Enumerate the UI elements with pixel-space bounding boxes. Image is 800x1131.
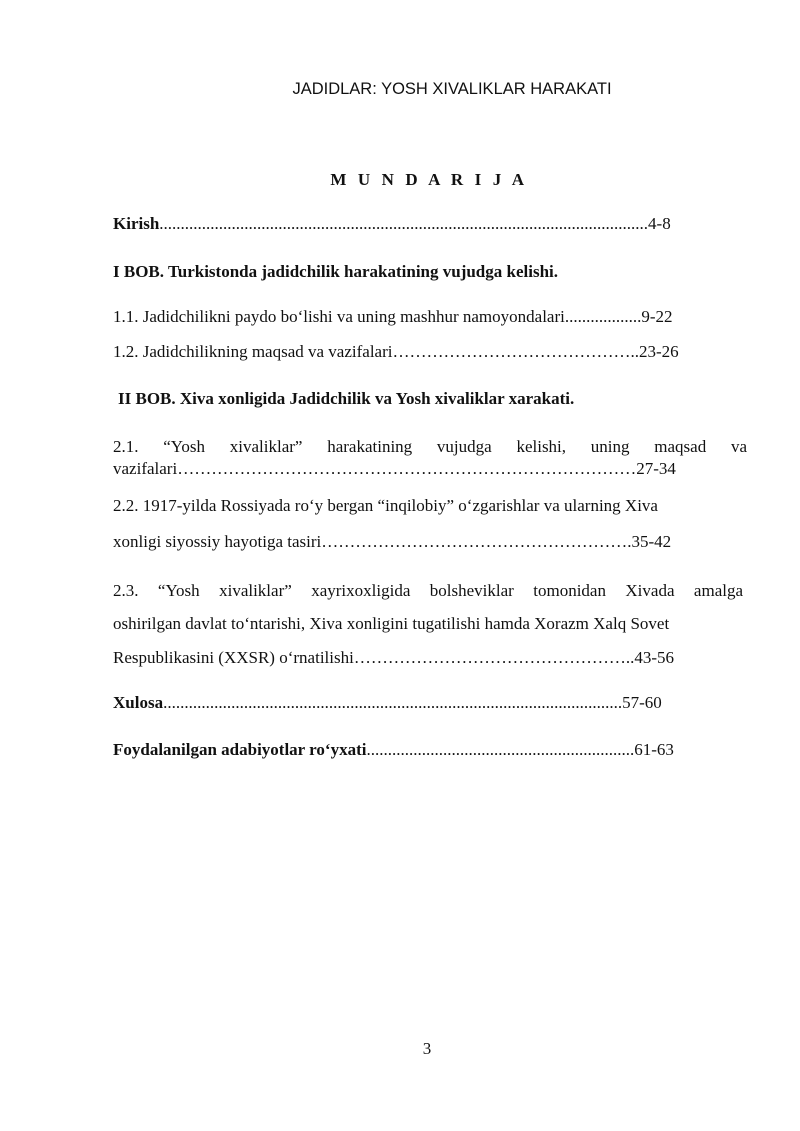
toc-page-range: 43-56 [634,648,674,667]
toc-entry-text: 1.1. Jadidchilikni paydo bo‘lishi va uning mashhur namoyondalari [113,307,565,326]
toc-leader: ………………………………………………. [321,532,632,551]
toc-entry-label: Kirish [113,214,160,233]
page-number: 3 [422,1039,432,1058]
toc-leader: ................................................................................................................... [159,214,649,233]
toc-entry-text: xonligi siyossiy hayotiga tasiri [113,532,322,551]
toc-entry-1-1 [113,307,673,327]
toc-heading: M U N D A R I J A [330,170,528,189]
toc-word: Xivada [625,581,675,600]
toc-leader: ............................................................... [366,740,635,759]
toc-word: harakatining [327,437,413,456]
toc-word: tomonidan [533,581,606,600]
chapter-2-heading: II BOB. Xiva xonligida Jadidchilik va Yosh xivaliklar xarakati. [118,389,575,408]
toc-word: kelishi, [516,437,567,456]
toc-word: xivaliklar” [219,581,292,600]
toc-entry-label: Foydalanilgan adabiyotlar ro‘yxati [113,740,367,759]
toc-page-range: 57-60 [622,693,662,712]
toc-entry-text: 1.2. Jadidchilikning maqsad va vazifalari [113,342,393,361]
toc-word: maqsad [654,437,707,456]
toc-page-range: 9-22 [641,307,673,326]
toc-entry-2-1-line-2 [113,459,676,479]
toc-entry-2-2-line-1: 2.2. 1917-yilda Rossiyada ro‘y bergan “inqilobiy” o‘zgarishlar va ularning Xiva [113,496,658,515]
toc-entry-2-1-line-1 [113,437,747,457]
toc-word: bolsheviklar [429,581,514,600]
toc-word: 2.3. [113,581,139,600]
toc-word: vujudga [436,437,492,456]
toc-entry-intro [113,214,671,234]
toc-entry-2-2-line-2 [113,532,671,552]
toc-entry-text: Respublikasini (XXSR) o‘rnatilishi [113,648,354,667]
toc-page-range: 23-26 [638,342,679,361]
toc-word: va [730,437,748,456]
toc-page-range: 61-63 [634,740,674,759]
toc-leader: ............................................................................................................ [163,693,623,712]
chapter-1-heading: I BOB. Turkistonda jadidchilik harakatining vujudga kelishi. [113,262,559,281]
toc-entry-references [113,740,674,760]
toc-leader: .................. [564,307,642,326]
document-title: JADIDLAR: YOSH XIVALIKLAR HARAKATI [292,80,612,98]
toc-leader: …………………………………….. [392,342,639,361]
toc-entry-text: vazifalari [113,459,178,478]
toc-word: 2.1. [113,437,139,456]
toc-word: uning [590,437,630,456]
toc-entry-2-3-line-1 [113,581,743,601]
toc-page-range: 27-34 [636,459,676,478]
toc-word: amalga [693,581,744,600]
toc-leader: ………………………………………….. [353,648,635,667]
toc-page-range: 4-8 [648,214,671,233]
toc-entry-1-2 [113,342,679,362]
toc-entry-2-3-line-2: oshirilgan davlat to‘ntarishi, Xiva xonligini tugatilishi hamda Xorazm Xalq Sovet [113,614,670,633]
toc-word: “Yosh [163,437,205,456]
toc-word: xivaliklar” [229,437,303,456]
toc-entry-2-3-line-3 [113,648,674,668]
toc-word: xayrixoxligida [311,581,411,600]
toc-page-range: 35-42 [631,532,672,551]
toc-leader: ……………………………………………………………………… [177,459,637,478]
toc-word: “Yosh [157,581,200,600]
toc-entry-conclusion [113,693,662,713]
toc-entry-label: Xulosa [113,693,164,712]
